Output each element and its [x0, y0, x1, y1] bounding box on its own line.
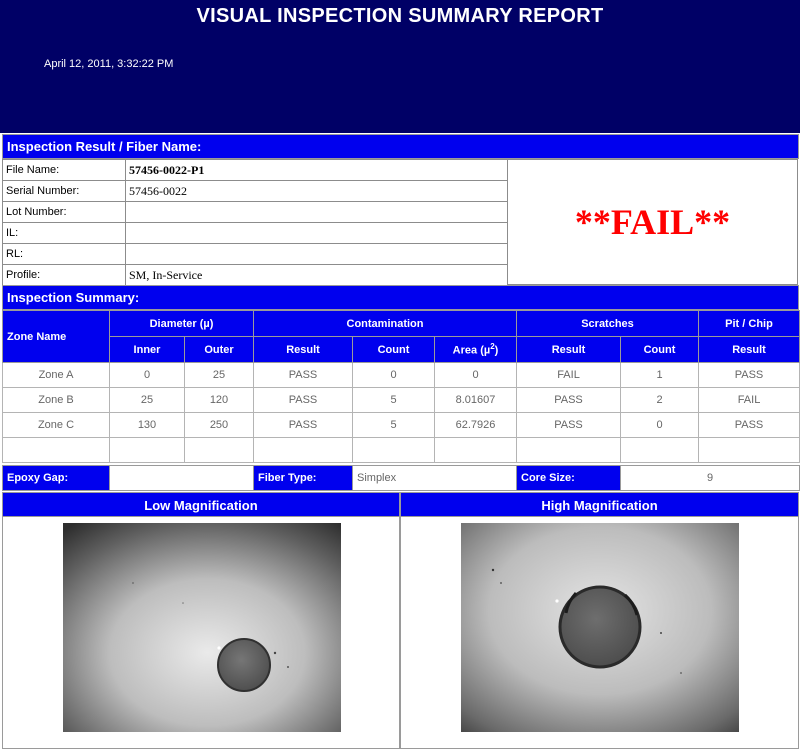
contamination-count-cell: 0: [353, 363, 435, 388]
scratches-count-cell: 0: [621, 413, 699, 438]
table-row-empty: [3, 438, 800, 463]
empty-cell: [517, 438, 621, 463]
contamination-area-cell: 8.01607: [435, 388, 517, 413]
fiber-properties-table: [2, 465, 800, 491]
outer-cell: 250: [185, 413, 254, 438]
outer-cell: 120: [185, 388, 254, 413]
epoxy-gap-label: Epoxy Gap:: [3, 466, 110, 491]
scratches-count-cell: 2: [621, 388, 699, 413]
diameter-header: Diameter (µ): [110, 311, 254, 337]
verdict-box: [508, 159, 798, 285]
empty-cell: [435, 438, 517, 463]
contamination-result-cell: PASS: [254, 363, 353, 388]
outer-cell: 25: [185, 363, 254, 388]
info-row: [3, 244, 508, 265]
pit-chip-result-cell: PASS: [699, 413, 800, 438]
table-row: [3, 363, 800, 388]
inspection-result-title: Inspection Result / Fiber Name:: [7, 139, 202, 154]
high-magnification-header: High Magnification: [400, 492, 799, 517]
low-magnification-image: [63, 523, 341, 732]
scratches-count-cell: 1: [621, 363, 699, 388]
empty-cell: [3, 438, 110, 463]
inspection-summary-section-header: [2, 285, 799, 310]
area-header-superscript: 2: [490, 342, 495, 352]
area-header-text: Area (µ: [452, 344, 491, 357]
il-value: [126, 223, 508, 244]
pit-chip-result-cell: FAIL: [699, 388, 800, 413]
rl-value: [126, 244, 508, 265]
scratches-result-cell: PASS: [517, 388, 621, 413]
scratches-result-cell: PASS: [517, 413, 621, 438]
table-row: [3, 413, 800, 438]
contamination-result-cell: PASS: [254, 413, 353, 438]
contamination-result-cell: PASS: [254, 388, 353, 413]
area-header-close: ): [494, 344, 499, 357]
serial-number-label: Serial Number:: [3, 181, 126, 202]
scratches-header: Scratches: [517, 311, 699, 337]
empty-cell: [254, 438, 353, 463]
scratches-result-header: Result: [517, 337, 621, 363]
empty-cell: [621, 438, 699, 463]
contamination-count-header: Count: [353, 337, 435, 363]
info-row: [3, 181, 508, 202]
report-title: VISUAL INSPECTION SUMMARY REPORT: [196, 5, 604, 27]
core-size-label: Core Size:: [517, 466, 621, 491]
empty-cell: [353, 438, 435, 463]
epoxy-gap-value: [110, 466, 254, 491]
scratches-result-cell: FAIL: [517, 363, 621, 388]
inspection-result-section-header: [2, 134, 799, 159]
file-name-value: 57456-0022-P1: [126, 160, 508, 181]
pit-chip-result-cell: PASS: [699, 363, 800, 388]
empty-cell: [110, 438, 185, 463]
zone-name-cell: Zone C: [3, 413, 110, 438]
outer-header: Outer: [185, 337, 254, 363]
profile-value: SM, In-Service: [126, 265, 508, 286]
contamination-area-header: [435, 337, 517, 363]
table-row: [3, 388, 800, 413]
inner-cell: 130: [110, 413, 185, 438]
zone-name-cell: Zone B: [3, 388, 110, 413]
core-size-value: 9: [621, 466, 800, 491]
lot-number-value: [126, 202, 508, 223]
file-name-label: File Name:: [3, 160, 126, 181]
contamination-result-header: Result: [254, 337, 353, 363]
lot-number-label: Lot Number:: [3, 202, 126, 223]
verdict-text: **FAIL**: [574, 202, 731, 242]
report-date: April 12, 2011, 3:32:22 PM: [44, 58, 174, 70]
inner-header: Inner: [110, 337, 185, 363]
zone-summary-table: [2, 310, 800, 463]
high-magnification-panel: [400, 517, 799, 749]
inner-cell: 0: [110, 363, 185, 388]
fiber-type-value: Simplex: [353, 466, 517, 491]
empty-cell: [699, 438, 800, 463]
scratches-count-header: Count: [621, 337, 699, 363]
inner-cell: 25: [110, 388, 185, 413]
low-magnification-panel: [2, 517, 400, 749]
zone-name-cell: Zone A: [3, 363, 110, 388]
pit-chip-result-header: Result: [699, 337, 800, 363]
info-row: [3, 265, 508, 286]
info-row: [3, 223, 508, 244]
rl-label: RL:: [3, 244, 126, 265]
contamination-area-cell: 0: [435, 363, 517, 388]
contamination-header: Contamination: [254, 311, 517, 337]
report-header: [0, 0, 800, 133]
fiber-info-table: [2, 159, 508, 286]
high-magnification-image: [461, 523, 739, 732]
pit-chip-header: Pit / Chip: [699, 311, 800, 337]
fiber-type-label: Fiber Type:: [254, 466, 353, 491]
il-label: IL:: [3, 223, 126, 244]
profile-label: Profile:: [3, 265, 126, 286]
zone-name-header: Zone Name: [3, 311, 110, 363]
contamination-area-cell: 62.7926: [435, 413, 517, 438]
low-magnification-header: Low Magnification: [2, 492, 400, 517]
info-row: [3, 160, 508, 181]
inspection-summary-title: Inspection Summary:: [7, 290, 140, 305]
info-row: [3, 202, 508, 223]
serial-number-value: 57456-0022: [126, 181, 508, 202]
contamination-count-cell: 5: [353, 388, 435, 413]
empty-cell: [185, 438, 254, 463]
contamination-count-cell: 5: [353, 413, 435, 438]
